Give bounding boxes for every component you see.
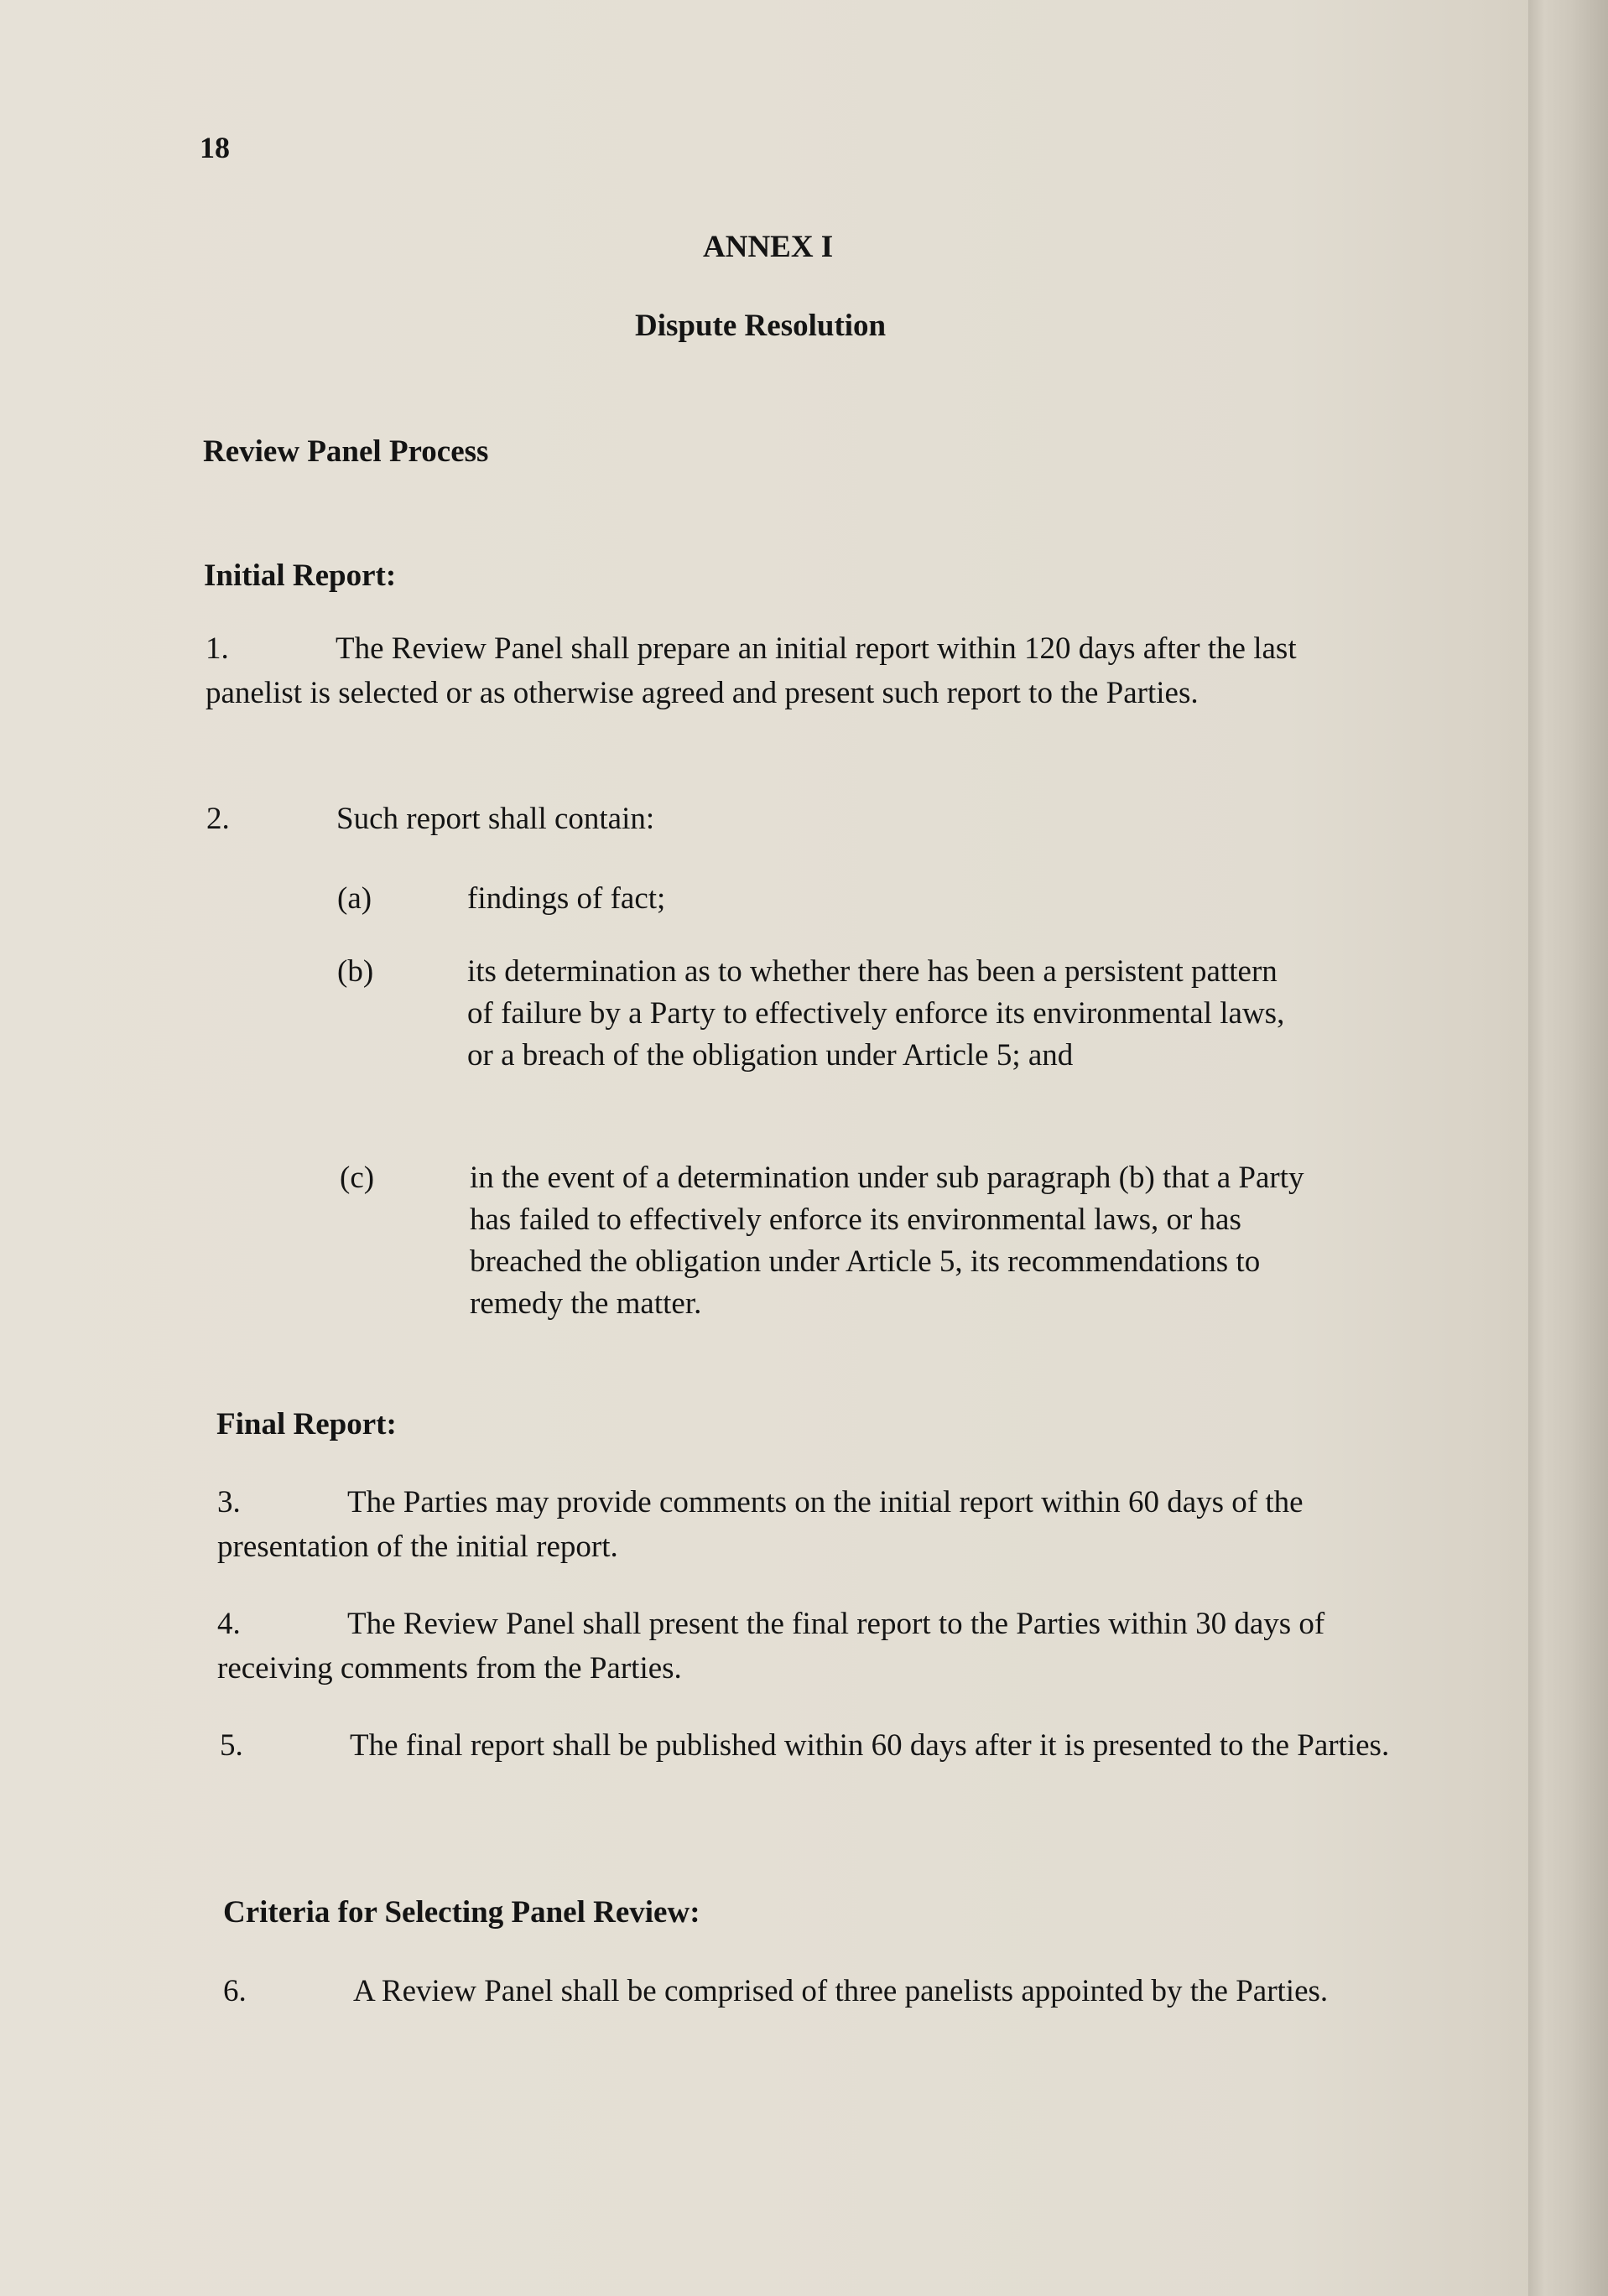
document-title: Dispute Resolution	[635, 309, 887, 343]
page-number: 18	[200, 131, 230, 164]
paragraph-text: Such report shall contain:	[336, 802, 655, 836]
subitem-b	[337, 951, 1306, 1077]
paragraph-6	[223, 1969, 1381, 2013]
subitem-text: findings of fact;	[467, 881, 666, 916]
paragraph-number: 4.	[217, 1607, 241, 1641]
paragraph-text: The final report shall be published within 60 days after it is presented to the Parties.	[350, 1728, 1390, 1763]
subitem-label: (c)	[340, 1161, 375, 1195]
book-gutter	[1528, 0, 1608, 2296]
paragraph-text: The Parties may provide comments on the initial report within 60 days of the presentation of the initial report.	[217, 1485, 1304, 1564]
subitem-label: (a)	[337, 881, 372, 916]
subitem-text: its determination as to whether there has been a persistent pattern of failure by a Party to effectively enforce its environmental laws, or a breach of the obligation under Article 5; and	[467, 954, 1285, 1073]
paragraph-5	[220, 1723, 1394, 1768]
paragraph-4	[217, 1602, 1366, 1691]
subitem-label: (b)	[337, 954, 374, 989]
paragraph-text: The Review Panel shall present the final report to the Parties within 30 days of receiving comments from the Parties.	[217, 1607, 1325, 1686]
subitem-a	[337, 878, 1306, 920]
section-heading-criteria: Criteria for Selecting Panel Review:	[223, 1895, 700, 1930]
subitem-c	[340, 1157, 1342, 1325]
section-heading-initial-report: Initial Report:	[204, 558, 397, 593]
paragraph-number: 1.	[206, 631, 229, 666]
paragraph-text: A Review Panel shall be comprised of three panelists appointed by the Parties.	[353, 1974, 1329, 2008]
paragraph-1	[206, 626, 1355, 715]
paragraph-number: 6.	[223, 1974, 247, 2008]
paragraph-number: 5.	[220, 1728, 243, 1763]
paragraph-text: The Review Panel shall prepare an initial report within 120 days after the last panelist is selected or as otherwise agreed and present such report to the Parties.	[206, 631, 1297, 710]
subitem-text: in the event of a determination under sub paragraph (b) that a Party has failed to effectively enforce its environmental laws, or has breached the obligation under Article 5, its recommendations to remedy the matter.	[470, 1161, 1304, 1321]
paragraph-3	[217, 1480, 1366, 1569]
paragraph-2	[206, 797, 1356, 841]
section-heading-review-panel-process: Review Panel Process	[203, 434, 489, 469]
paragraph-number: 2.	[206, 802, 230, 836]
section-heading-final-report: Final Report:	[216, 1407, 397, 1441]
annex-title: ANNEX I	[703, 230, 834, 264]
paragraph-number: 3.	[217, 1485, 241, 1519]
